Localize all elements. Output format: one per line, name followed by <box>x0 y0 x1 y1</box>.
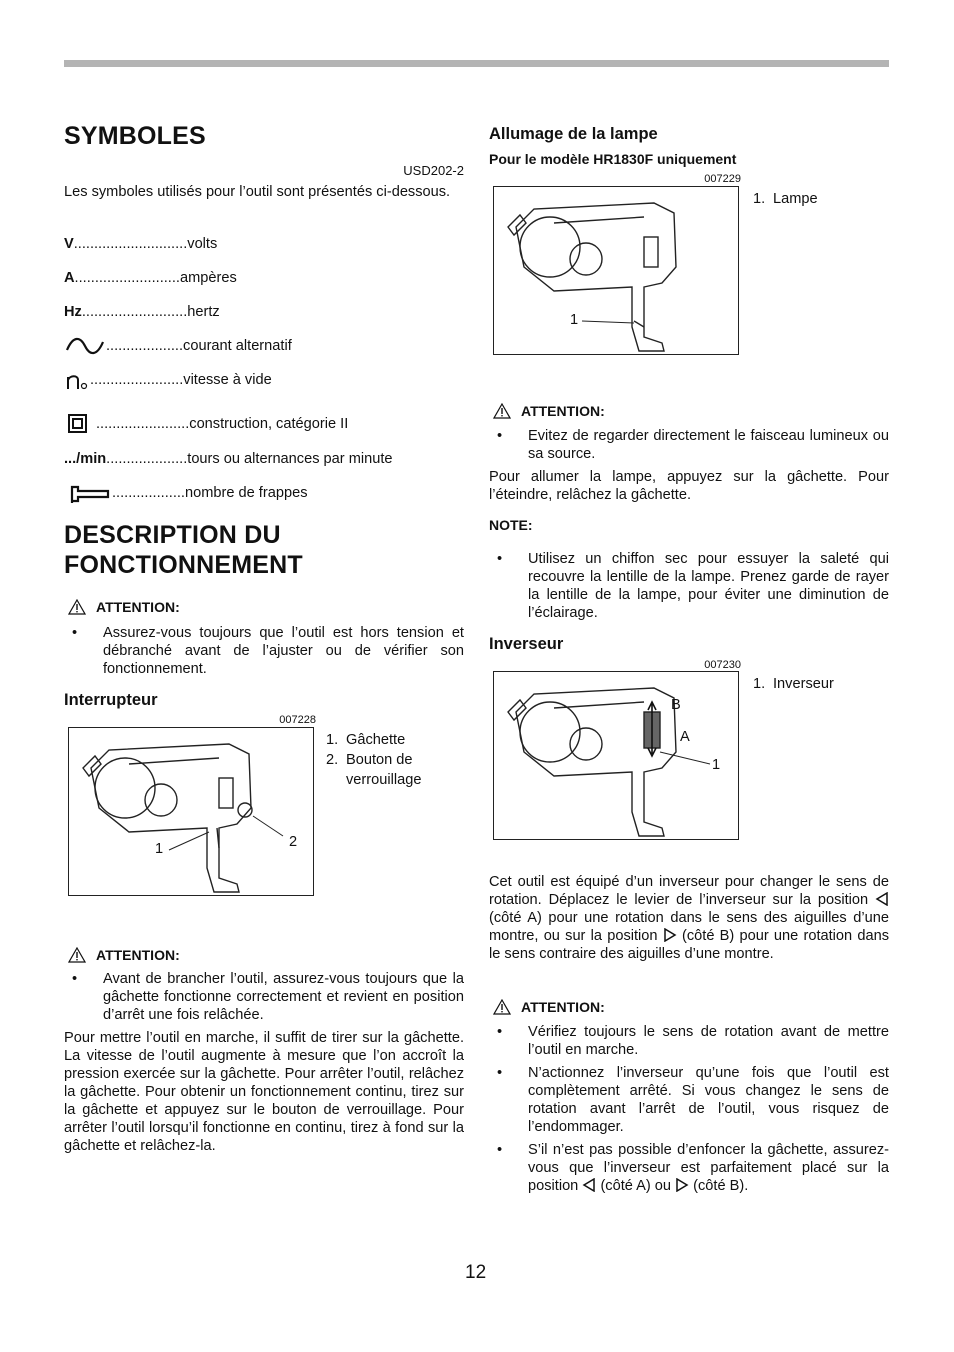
symbol-label: courant alternatif <box>183 338 292 354</box>
attention-label <box>68 946 180 964</box>
bullet-text <box>528 1141 889 1195</box>
title-line: FONCTIONNEMENT <box>64 551 303 579</box>
bullet-dot: • <box>497 551 503 567</box>
legend-text: Lampe <box>773 191 818 207</box>
symbol-key: A <box>64 270 75 286</box>
symbol-dots: ....................... <box>90 372 184 388</box>
hammer-blow-icon <box>64 481 112 505</box>
section-title-symboles: SYMBOLES <box>64 122 206 150</box>
warning-icon <box>68 599 86 615</box>
symbol-dots: ................... <box>106 338 184 354</box>
warning-icon <box>68 947 86 963</box>
symbol-label: ampères <box>179 270 237 286</box>
list-item <box>489 1064 889 1138</box>
symbol-key: .../min <box>64 451 107 467</box>
note-label: NOTE: <box>489 517 533 533</box>
callout-1: 1 <box>712 757 721 773</box>
figure-ref: 007228 <box>279 714 316 726</box>
symbol-label: volts <box>187 236 218 252</box>
body-text: (côté B) pour une rotation dans le sens contraire des aiguilles d’une montre. <box>489 928 890 962</box>
symbol-dots: ............................ <box>73 236 188 252</box>
symbol-label: construction, catégorie II <box>189 416 349 432</box>
attention-text: ATTENTION: <box>521 999 605 1015</box>
attention-text: ATTENTION: <box>96 947 180 963</box>
bullet-text: Vérifiez toujours le sens de rotation avant de mettre l’outil en marche. <box>528 1024 889 1058</box>
legend-number: 1. <box>753 676 766 692</box>
symbol-dots: .................. <box>112 485 185 501</box>
bullet-text-part: S’il n’est pas possible d’enfoncer la gâchette, assurez-vous que l’inverseur est parfaitement placé sur la position <box>528 1142 889 1194</box>
attention-label <box>493 402 605 420</box>
symbol-dots: .......................... <box>81 304 188 320</box>
attention-text: ATTENTION: <box>96 599 180 615</box>
symbol-key: Hz <box>64 304 82 320</box>
list-item <box>489 427 889 465</box>
left-arrow-icon <box>582 1178 596 1192</box>
drill-illustration <box>494 187 738 354</box>
subsection-title-interrupteur: Interrupteur <box>64 691 158 709</box>
list-item <box>489 550 889 624</box>
attention-text: ATTENTION: <box>521 403 605 419</box>
model-note: Pour le modèle HR1830F uniquement <box>489 151 737 167</box>
symboles-intro: Les symboles utilisés pour l’outil sont présentés ci-dessous. <box>64 184 451 200</box>
symbol-label: tours ou alternances par minute <box>187 451 393 467</box>
figure-legend <box>326 730 466 790</box>
top-rule <box>64 60 889 67</box>
legend-item <box>753 674 893 694</box>
symbol-label: nombre de frappes <box>184 485 308 501</box>
right-arrow-icon <box>675 1178 689 1192</box>
bullet-dot: • <box>497 1065 503 1081</box>
symbol-label: vitesse à vide <box>183 372 272 388</box>
list-item <box>489 1023 889 1061</box>
legend-text: Gâchette <box>346 732 406 748</box>
symbol-row-no-load <box>64 370 272 390</box>
legend-item <box>326 730 466 750</box>
symbol-row-per-min <box>64 449 393 469</box>
subsection-title-inverseur: Inverseur <box>489 635 564 653</box>
warning-icon <box>493 403 511 419</box>
body-text: (côté A) pour une rotation dans le sens des aiguilles d’une montre, ou sur la position <box>489 910 889 944</box>
body-text: Cet outil est équipé d’un inverseur pour changer le sens de rotation. Déplacez le levier de l’inverseur sur la position <box>489 874 889 908</box>
symbol-dots: .......................... <box>74 270 180 286</box>
section-title-description <box>64 520 303 580</box>
attention-label <box>68 598 180 616</box>
callout-b: B <box>671 697 681 713</box>
ac-wave-icon <box>64 336 106 356</box>
right-arrow-icon <box>663 928 677 942</box>
symbol-label: hertz <box>187 304 220 320</box>
symbol-row-class-ii <box>64 414 348 434</box>
legend-text: Bouton de <box>346 752 413 768</box>
symbol-key: V <box>64 236 74 252</box>
no-load-speed-icon <box>64 369 90 391</box>
figure-ref: 007230 <box>704 659 741 671</box>
legend-text: verrouillage <box>346 772 422 788</box>
page-number: 12 <box>465 1262 487 1283</box>
symbol-dots: .................... <box>106 451 188 467</box>
double-insulation-icon <box>64 414 96 434</box>
attention-label <box>493 998 605 1016</box>
bullet-text: Utilisez un chiffon sec pour essuyer la saleté qui recouvre la lentille de la lampe. Prenez garde de rayer la lentille de la lampe, pour éviter une diminution de l’éclairage. <box>528 551 889 621</box>
figure-legend <box>753 674 893 694</box>
symbol-row-amperes <box>64 268 237 288</box>
callout-2: 2 <box>289 834 298 850</box>
bullet-dot: • <box>72 971 78 987</box>
legend-number: 1. <box>753 191 766 207</box>
list-item <box>489 1141 889 1197</box>
bullet-dot: • <box>497 1024 503 1040</box>
lampe-body: Pour allumer la lampe, appuyez sur la gâchette. Pour l’éteindre, relâchez la gâchette. <box>489 469 889 503</box>
bullet-text: Avant de brancher l’outil, assurez-vous toujours que la gâchette fonctionne correctement et revient en position d’arrêt une fois relâchée. <box>103 971 464 1023</box>
legend-number: 1. <box>326 732 339 748</box>
legend-item <box>753 189 893 209</box>
bullet-text: Evitez de regarder directement le faisceau lumineux ou sa source. <box>528 428 889 462</box>
figure-lampe <box>493 186 739 355</box>
symbol-row-volts <box>64 234 217 254</box>
bullet-text-part: (côté B). <box>693 1178 749 1194</box>
figure-ref: 007229 <box>704 173 741 185</box>
legend-number: 2. <box>326 752 339 768</box>
symbol-row-ac <box>64 336 292 356</box>
ref-code: USD202-2 <box>403 163 464 178</box>
bullet-text: Assurez-vous toujours que l’outil est hors tension et débranché avant de l’ajuster ou de vérifier son fonctionnement. <box>103 625 464 677</box>
bullet-dot: • <box>497 1142 503 1158</box>
figure-legend <box>753 189 893 209</box>
drill-illustration <box>69 728 313 895</box>
left-arrow-icon <box>875 892 889 906</box>
figure-inverseur <box>493 671 739 840</box>
list-item <box>64 970 464 1026</box>
legend-item <box>326 750 466 770</box>
inverseur-body <box>489 873 889 963</box>
subsection-title-lampe: Allumage de la lampe <box>489 125 658 143</box>
bullet-dot: • <box>72 625 78 641</box>
list-item <box>64 624 464 680</box>
symbol-row-hertz <box>64 302 220 322</box>
title-line: DESCRIPTION DU <box>64 521 281 549</box>
callout-1: 1 <box>570 312 579 328</box>
figure-interrupteur <box>68 727 314 896</box>
interrupteur-body: Pour mettre l’outil en marche, il suffit de tirer sur la gâchette. La vitesse de l’outil augmente à mesure que l’on accroît la pression exercée sur la gâchette. Pour arrêter l’outil, relâchez la gâchette. Pour obtenir un fonctionnement continu, tirez sur la gâchette et appuyez sur le bouton de verrouillage. Pour arrêter l’outil lorsqu’il fonctionne en continu, tirez à fond sur la gâchette et relâchez-la. <box>64 1030 464 1154</box>
symbol-row-blows <box>64 483 308 503</box>
bullet-text-part: (côté A) ou <box>600 1178 672 1194</box>
warning-icon <box>493 999 511 1015</box>
callout-a: A <box>680 729 690 745</box>
bullet-dot: • <box>497 428 503 444</box>
legend-text: Inverseur <box>773 676 834 692</box>
bullet-text: N’actionnez l’inverseur qu’une fois que l’outil est complètement arrêté. Si vous changez le sens de rotation avant l’arrêt de l’outil, vous risquez de l’endommager. <box>528 1065 889 1135</box>
callout-1: 1 <box>155 841 164 857</box>
drill-illustration <box>494 672 738 839</box>
symbol-dots: ....................... <box>96 416 190 432</box>
